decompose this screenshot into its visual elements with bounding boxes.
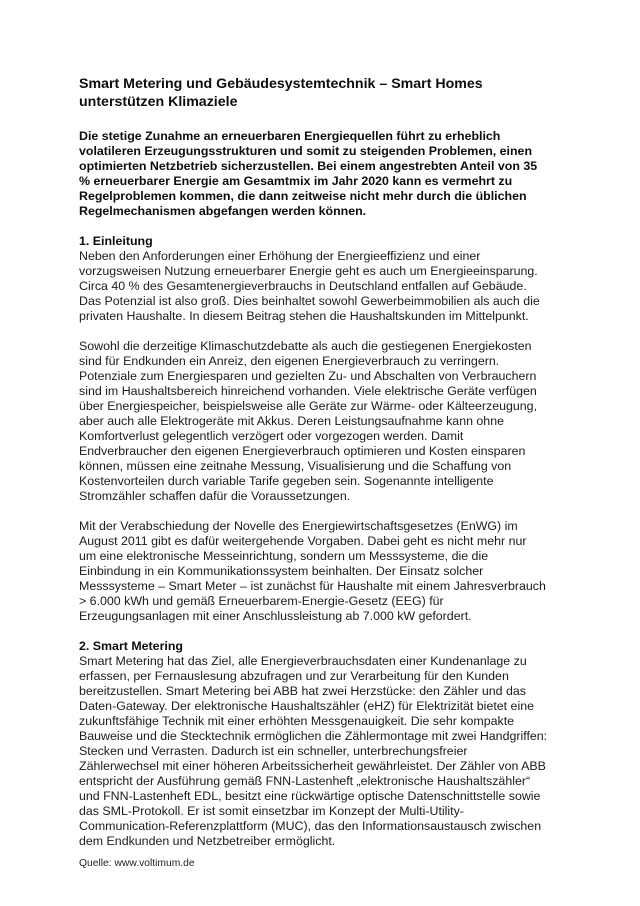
text-line: über Energiespeicher, beispielsweise alle Geräte zur Wärme- oder Kälteerzeugung, — [79, 399, 538, 413]
text-line: Regelproblemen kommen, die dann zeitweise nicht mehr durch die üblichen — [79, 189, 527, 203]
text-line: Regelmechanismen abgefangen werden können. — [79, 204, 367, 218]
text-line: Stecken und Verrasten. Dadurch ist ein schneller, unterbrechungsfreier — [79, 744, 468, 758]
text-line: Endverbraucher den eigenen Energieverbrauch optimieren und Kosten einsparen — [79, 444, 526, 458]
text-line: > 6.000 kWh und gemäß Erneuerbarem-Energie-Gesetz (EEG) für — [79, 594, 444, 608]
text-line: vorzugsweisen Nutzung erneuerbarer Energie geht es auch um Energieeinsparung. — [79, 264, 538, 278]
text-line: % erneuerbarer Energie am Gesamtmix im Jahr 2020 kann es vermehrt zu — [79, 174, 513, 188]
text-line: sind im Haushaltsbereich hinreichend vorhanden. Viele elektrische Geräte verfügen — [79, 384, 537, 398]
text-line: Communication-Referenzplattform (MUC), das den Informationsaustausch zwischen — [79, 819, 542, 833]
text-line: Daten-Gateway. Der elektronische Haushaltszähler (eHZ) für Elektrizität bietet eine — [79, 699, 534, 713]
text-line: um eine elektronische Messeinrichtung, sondern um Messsysteme, die die — [79, 549, 489, 563]
source-note: Quelle: www.voltimum.de — [79, 858, 195, 869]
text-line: zukunftsfähige Technik mit einer erhöhten Messgenauigkeit. Die sehr kompakte — [79, 714, 515, 728]
title-line: unterstützen Klimaziele — [79, 94, 238, 110]
text-line: können, müssen eine zeitnahe Messung, Visualisierung und die Schaffung von — [79, 459, 512, 473]
section-heading: 2. Smart Metering — [79, 639, 183, 653]
text-line: sind für Endkunden ein Anreiz, den eigenen Energieverbrauch zu verringern. — [79, 354, 500, 368]
text-line: erfassen, per Fernauslesung abzufragen und zur Verarbeitung für den Kunden — [79, 669, 509, 683]
text-line: Einbindung in ein Kommunikationssystem beinhalten. Der Einsatz solcher — [79, 564, 484, 578]
text-line: Potenziale zum Energiesparen und gezielten Zu- und Abschalten von Verbrauchern — [79, 369, 537, 383]
text-line: Neben den Anforderungen einer Erhöhung der Energieeffizienz und einer — [79, 249, 481, 263]
text-line: und FNN-Lastenheft EDL, besitzt eine rückwärtige optische Datenschnittstelle sowie — [79, 789, 541, 803]
text-line: Circa 40 % des Gesamtenergieverbrauchs in Deutschland entfallen auf Gebäude. — [79, 279, 527, 293]
text-line: Kostenvorteilen durch variable Tarife gegeben sein. Sogenannte intelligente — [79, 474, 494, 488]
text-line: entspricht der Ausführung gemäß FNN-Lastenheft „elektronische Haushaltszähler“ — [79, 774, 531, 788]
text-line: Komfortverlust gelegentlich verzögert oder vorgezogen werden. Damit — [79, 429, 464, 443]
text-line: August 2011 gibt es dafür weitergehende Vorgaben. Dabei geht es nicht mehr nur — [79, 534, 527, 548]
text-line: Messsysteme – Smart Meter – ist zunächst für Haushalte mit einem Jahresverbrauch — [79, 579, 546, 593]
text-line: Mit der Verabschiedung der Novelle des Energiewirtschaftsgesetzes (EnWG) im — [79, 519, 518, 533]
text-line: aber auch alle Elektrogeräte mit Akkus. Deren Leistungsaufnahme kann ohne — [79, 414, 504, 428]
text-line: Die stetige Zunahme an erneuerbaren Energiequellen führt zu erheblich — [79, 129, 501, 143]
text-line: Bauweise und die Stecktechnik ermöglichen die Zählermontage mit zwei Handgriffen: — [79, 729, 548, 743]
text-line: Zählerwechsel mit einer höheren Arbeitssicherheit gewährleistet. Der Zähler von ABB — [79, 759, 546, 773]
section-heading: 1. Einleitung — [79, 234, 153, 248]
text-line: bereitzustellen. Smart Metering bei ABB hat zwei Herzstücke: den Zähler und das — [79, 684, 526, 698]
text-line: optimierten Netzbetrieb sicherzustellen. Bei einem angestrebten Anteil von 35 — [79, 159, 538, 173]
text-line: Das Potenzial ist also groß. Dies beinhaltet sowohl Gewerbeimmobilien als auch die — [79, 294, 540, 308]
text-line: Smart Metering hat das Ziel, alle Energieverbrauchsdaten einer Kundenanlage zu — [79, 654, 527, 668]
text-line: volatileren Erzeugungsstrukturen und somit zu steigenden Problemen, einen — [79, 144, 533, 158]
text-line: privaten Haushalte. In diesem Beitrag stehen die Haushaltskunden im Mittelpunkt. — [79, 309, 529, 323]
title-line: Smart Metering und Gebäudesystemtechnik – Smart Homes — [79, 76, 483, 92]
text-line: Stromzähler schaffen dafür die Voraussetzungen. — [79, 489, 351, 503]
text-line: Sowohl die derzeitige Klimaschutzdebatte als auch die gestiegenen Energiekosten — [79, 339, 532, 353]
text-line: das SML-Protokoll. Er ist somit einsetzbar im Konzept der Multi-Utility- — [79, 804, 464, 818]
text-line: Erzeugungsanlagen mit einer Anschlussleistung ab 7.000 kW gefordert. — [79, 609, 472, 623]
text-line: dem Endkunden und Netzbetreiber ermöglicht. — [79, 834, 336, 848]
